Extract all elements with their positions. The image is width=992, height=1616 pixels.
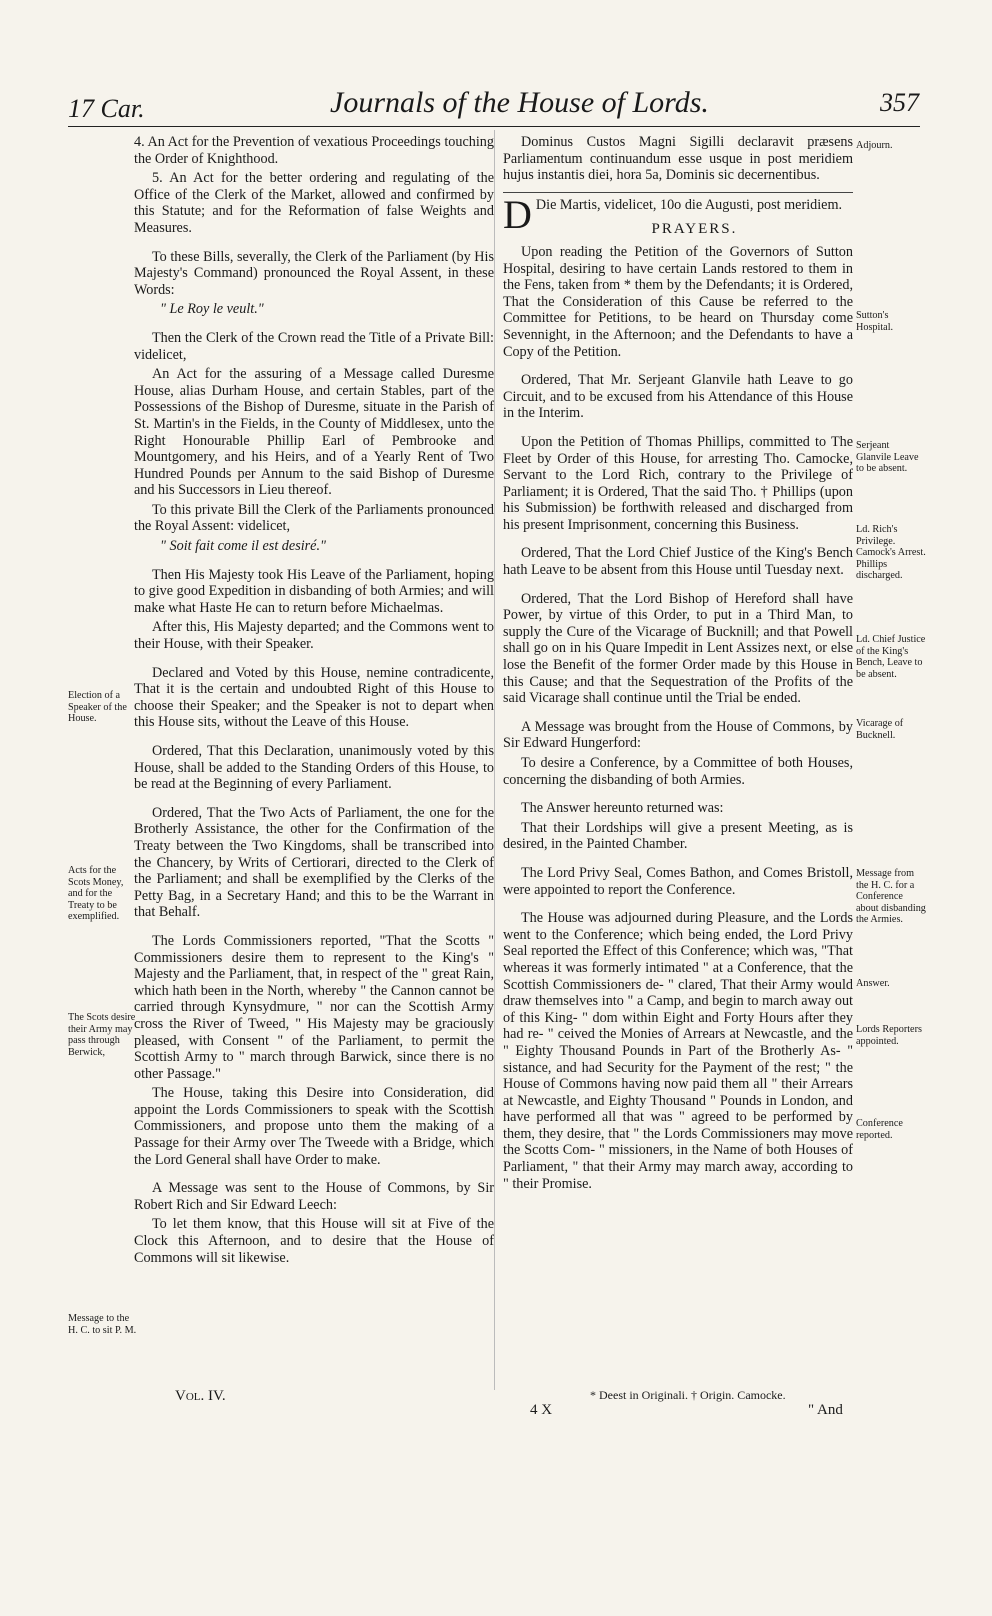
paragraph: Upon reading the Petition of the Governors of Sutton Hospital, desiring to have certain Lands restored to them in the Fens, taken from * them by the Defendants; it is Ordered, That the Consideration of this Cause be referred to the Committee for Petitions, to be heard on Thursday come Sevennight, in the Afternoon; and the Defendants to have a Copy of the Petition. bbox=[503, 243, 853, 360]
paragraph: The House, taking this Desire into Consideration, did appoint the Lords Commissioners to speak with the Scottish Commissioners, and propose unto them the making of a Passage for their Army over The Tweede with a Bridge, which the Lord General shall have Order to make. bbox=[134, 1085, 494, 1168]
left-column bbox=[134, 134, 494, 1269]
paragraph: Ordered, That this Declaration, unanimously voted by this House, shall be added to the Standing Orders of this House, to be read at the Beginning of every Parliament. bbox=[134, 743, 494, 793]
margin-note: Ld. Rich's Privilege. Camock's Arrest. Phillips discharged. bbox=[856, 524, 926, 581]
paragraph: The Lords Commissioners reported, "That the Scotts " Commissioners desire them to represent to the King's " Majesty and the Parliament, that, in respect of the " great Rain, which hath been in the North, whereby " the Cannon cannot be carried through Kynsydmure, " nor can the Scottish Army cross the River of Tweed, " His Majesty may be graciously pleased, with Consent " of the Parliament, to permit the Scottish Army to " march through Barwick, since there is no other Passage." bbox=[134, 932, 494, 1082]
column-divider bbox=[494, 130, 495, 1390]
signature-mark: 4 X bbox=[530, 1402, 553, 1418]
paragraph: Ordered, That Mr. Serjeant Glanvile hath Leave to go Circuit, and to be excused from his Attendance of this House in the Interim. bbox=[503, 372, 853, 422]
paragraph: Declared and Voted by this House, nemine contradicente, That it is the certain and undoubted Right of this House to choose their Speaker; and the Speaker is not to depart when this House sits, without the Leave of this House. bbox=[134, 664, 494, 731]
paragraph: The Answer hereunto returned was: bbox=[521, 800, 724, 817]
page-number: 357 bbox=[880, 88, 919, 117]
margin-note: Message to the H. C. to sit P. M. bbox=[68, 1313, 137, 1336]
paragraph: The Lord Privy Seal, Comes Bathon, and Comes Bristoll, were appointed to report the Conference. bbox=[503, 864, 853, 898]
paragraph: Dominus Custos Magni Sigilli declaravit præsens Parliamentum continuandum esse usque in post meridiem hujus instantis diei, hora 5a, Dominis sic decernentibus. bbox=[503, 134, 853, 184]
paragraph: That their Lordships will give a present Meeting, as is desired, in the Painted Chamber. bbox=[503, 819, 853, 853]
footnote: * Deest in Originali. † Origin. Camocke. bbox=[590, 1388, 786, 1402]
header-rule bbox=[68, 126, 920, 127]
paragraph: Ordered, That the Lord Chief Justice of the King's Bench hath Leave to be absent from this House until Tuesday next. bbox=[503, 545, 853, 579]
date-heading: D Die Martis, videlicet, 10o die Augusti, post meridiem. bbox=[503, 191, 843, 237]
volume-number: Vol. IV. bbox=[175, 1388, 226, 1404]
paragraph: 5. An Act for the better ordering and regulating of the Office of the Clerk of the Market, allowed and confirmed by this Statute; and for the Reformation of false Weights and Measures. bbox=[134, 170, 494, 236]
paragraph: To desire a Conference, by a Committee of both Houses, concerning the disbanding of both Armies. bbox=[503, 755, 853, 788]
paragraph: An Act for the assuring of a Message called Duresme House, alias Durham House, and certain Stables, part of the Possessions of the Bishop of Duresme, situate in the Parish of St. Martin's in the Fields, in the County of Middlesex, unto the Right Honourable Phillip Earl of Pembrooke and Mountgomery, and his Heirs, and of a Yearly Rent of Two Hundred Pounds per Annum to the said Bishop of Duresme and his Successors in Lieu thereof. bbox=[134, 366, 494, 499]
margin-note: Ld. Chief Justice of the King's Bench, Leave to be absent. bbox=[856, 634, 926, 680]
royal-assent-quote: " Le Roy le veult." bbox=[160, 301, 264, 318]
catchword: " And bbox=[808, 1402, 843, 1418]
paragraph: Then the Clerk of the Crown read the Title of a Private Bill: videlicet, bbox=[134, 329, 494, 363]
page-title: Journals of the House of Lords. bbox=[330, 86, 709, 119]
margin-note: Serjeant Glanvile Leave to be absent. bbox=[856, 440, 919, 474]
margin-note: Lords Reporters appointed. bbox=[856, 1024, 922, 1047]
regnal-year: 17 Car. bbox=[68, 94, 145, 123]
page-header bbox=[0, 66, 992, 126]
paragraph: 4. An Act for the Prevention of vexatious Proceedings touching the Order of Knighthood. bbox=[134, 134, 494, 167]
paragraph: The House was adjourned during Pleasure, and the Lords went to the Conference; which being ended, the Lord Privy Seal reported the Effect of this Conference; which was, "That whereas it was formerly intimated " at a Conference, that the Scottish Commissioners de- " clared, That their Army would draw themselves into " a Camp, and begin to march away out of this King- " dom within Eight and Forty Hours after they had re- " ceived the Monies of Arrears at Newcastle, and the " Eighty Thousand Pounds in Part of the Brotherly As- " sistance, and had Security for the Payment of the rest; " the House of Commons having now paid them all " their Arrears at Newcastle, and Eighty Thousand " Pounds in London, and have performed all that was " agreed to be performed by them, they desire, that " the Lords Commissioners may move the Scotts Com- " missioners, in the Name of both Houses of Parliament, " that their Army may march away, according to " their Promise. bbox=[503, 910, 853, 1192]
paragraph: Upon the Petition of Thomas Phillips, committed to The Fleet by Order of this House, for arresting Tho. Camocke, Servant to the Lord Rich, contrary to the Privilege of Parliament; it is Ordered, That the said Tho. † Phillips (upon his Submission) be forthwith released and discharged from his present Imprisonment, concerning this Business. bbox=[503, 433, 853, 533]
margin-note: Adjourn. bbox=[856, 140, 893, 151]
margin-note: Acts for the Scots Money, and for the Treaty to be exemplified. bbox=[68, 865, 124, 922]
drop-cap: D bbox=[503, 191, 532, 237]
section-rule bbox=[503, 192, 853, 193]
margin-note: Vicarage of Bucknell. bbox=[856, 718, 904, 741]
paragraph: After this, His Majesty departed; and the Commons went to their House, with their Speaker. bbox=[134, 619, 494, 653]
margin-note: Election of a Speaker of the House. bbox=[68, 690, 127, 724]
paragraph: To these Bills, severally, the Clerk of the Parliament (by His Majesty's Command) pronounced the Royal Assent, in these Words: bbox=[134, 248, 494, 298]
prayers-heading: PRAYERS. bbox=[651, 221, 738, 238]
right-column bbox=[503, 134, 853, 1195]
paragraph: Ordered, That the Lord Bishop of Hereford shall have Power, by virtue of this Order, to put in a Third Man, to supply the Cure of the Vicarage of Bucknill; and that Powell shall go on in his Quare Impedit in Lent Assizes next, or else lose the Benefit of the former Order made by this House in this Cause; and that the Sequestration of the Profits of the said Vicarage shall continue until the Trial be ended. bbox=[503, 590, 853, 707]
paragraph: To let them know, that this House will sit at Five of the Clock this Afternoon, and to desire that the House of Commons will sit likewise. bbox=[134, 1216, 494, 1266]
paragraph: A Message was sent to the House of Commons, by Sir Robert Rich and Sir Edward Leech: bbox=[134, 1180, 494, 1213]
royal-assent-quote: " Soit fait come il est desiré." bbox=[160, 538, 326, 555]
paragraph: Ordered, That the Two Acts of Parliament, the one for the Brotherly Assistance, the other for the Confirmation of the Treaty between the Two Kingdoms, shall be transcribed into the Chancery, by Writs of Certiorari, directed to the Clerk of the Parliament; and shall be exemplified by the Clerks of the Petty Bag, in a Secretary Hand; and this to be the Warrant in that Behalf. bbox=[134, 804, 494, 921]
paragraph: A Message was brought from the House of Commons, by Sir Edward Hungerford: bbox=[503, 718, 853, 752]
margin-note: Sutton's Hospital. bbox=[856, 310, 894, 333]
paragraph: To this private Bill the Clerk of the Parliaments pronounced the Royal Assent: videlicet, bbox=[134, 501, 494, 535]
margin-note: The Scots desire their Army may pass through Berwick, bbox=[68, 1012, 136, 1058]
margin-note: Answer. bbox=[856, 978, 890, 989]
margin-note: Message from the H. C. for a Conference about disbanding the Armies. bbox=[856, 868, 926, 925]
paragraph: Then His Majesty took His Leave of the Parliament, hoping to give good Expedition in disbanding of both Armies; and will make what Haste He can to return before Michaelmas. bbox=[134, 566, 494, 616]
margin-note: Conference reported. bbox=[856, 1118, 903, 1141]
